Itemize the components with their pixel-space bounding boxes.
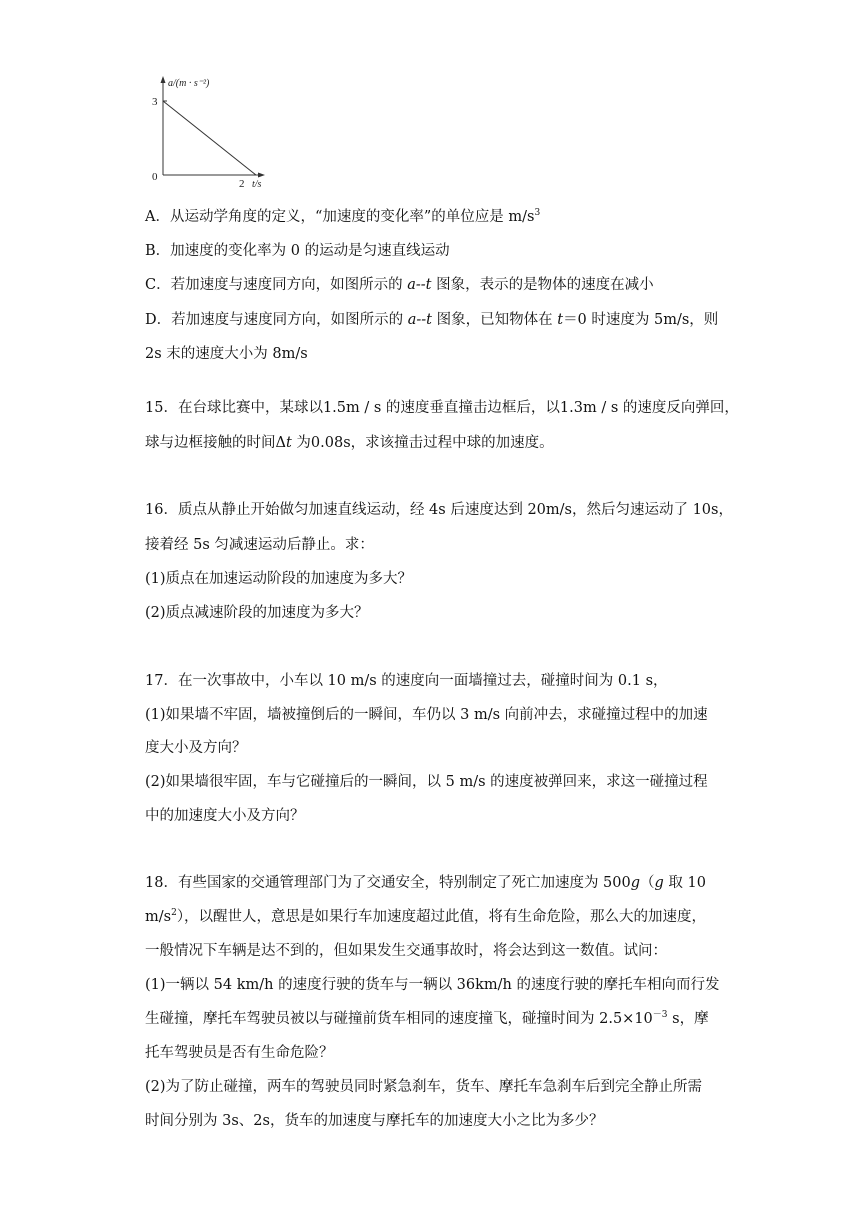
q14-option-d-line2: 2s 末的速度大小为 8m/s xyxy=(145,346,308,362)
q18-line-1-text-1: 18．有些国家的交通管理部门为了交通安全，特别制定了死亡加速度为 500 xyxy=(145,875,631,891)
q14-option-c xyxy=(145,275,654,295)
q14-option-d-at: a--t xyxy=(407,312,433,328)
q18-line-5-text-1: 生碰撞，摩托车驾驶员被以与碰撞前货车相同的速度撞飞，碰撞时间为 2.5×10 xyxy=(145,1011,653,1027)
q16-line-4: (2)质点减速阶段的加速度为多大？ xyxy=(145,605,369,621)
y-tick-label: 3 xyxy=(152,96,158,108)
graph-svg xyxy=(148,74,278,196)
q18-line-3: 一般情况下车辆是达不到的，但如果发生交通事故时，将会达到这一数值。试问： xyxy=(145,943,667,959)
q14-option-d-text-2: 图象，已知物体在 xyxy=(432,312,558,328)
q18-line-1-g: g xyxy=(630,875,641,891)
q16-line-2: 接着经 5s 匀减速运动后静止。求： xyxy=(145,537,374,553)
q18-line-4: (1)一辆以 54 km/h 的速度行驶的货车与一辆以 36km/h 的速度行驶的摩托车相向而行发 xyxy=(145,977,720,993)
q18-line-1-g2: g xyxy=(654,875,664,891)
q18-line-1-text-3: 取 10 xyxy=(663,875,706,891)
x-tick-label: 2 xyxy=(239,178,245,190)
q17-line-2: (1)如果墙不牢固，墙被撞倒后的一瞬间，车仍以 3 m/s 向前冲去，求碰撞过程中的加速 xyxy=(145,707,708,723)
q15-line-2-text-1: 球与边框接触的时间Δ xyxy=(145,435,286,451)
q14-option-c-text-2: 图象，表示的是物体的速度在减小 xyxy=(431,277,654,293)
q14-option-c-text-1: C．若加速度与速度同方向，如图所示的 xyxy=(145,277,408,293)
q14-option-d-text-3: ＝0 时速度为 5m/s，则 xyxy=(563,312,719,328)
q18-line-2-sup: 2 xyxy=(171,908,177,918)
q15-line-2-t: t xyxy=(285,435,292,451)
origin-label: 0 xyxy=(152,171,158,183)
q14-option-d-t: t xyxy=(557,312,564,328)
q18-line-5-sup: －3 xyxy=(652,1010,668,1020)
q18-line-1 xyxy=(145,873,706,893)
q16-line-1: 16．质点从静止开始做匀加速直线运动，经 4s 后速度达到 20m/s，然后匀速运动了 10s， xyxy=(145,502,733,518)
q18-line-2-text-1: m/s xyxy=(145,909,172,925)
series-line xyxy=(163,101,256,175)
q18-line-5-text-2: s，摩 xyxy=(667,1011,709,1027)
q18-line-6: 托车驾驶员是否有生命危险？ xyxy=(145,1045,334,1061)
q17-line-1: 17．在一次事故中，小车以 10 m/s 的速度向一面墙撞过去，碰撞时间为 0.1 s， xyxy=(145,673,668,689)
q14-option-a-text: A．从运动学角度的定义，“加速度的变化率”的单位应是 m/s xyxy=(145,209,535,225)
q14-option-b: B．加速度的变化率为 0 的运动是匀速直线运动 xyxy=(145,243,450,259)
acceleration-time-graph xyxy=(148,74,278,196)
q14-option-a-sup: 3 xyxy=(534,208,541,218)
q15-line-1: 15．在台球比赛中，某球以1.5m / s 的速度垂直撞击边框后，以1.3m / s 的速度反向弹回， xyxy=(145,400,739,416)
q18-line-2-text-2: ），以醒世人，意思是如果行车加速度超过此值，将有生命危险，那么大的加速度， xyxy=(176,909,707,925)
q15-line-2 xyxy=(145,433,554,453)
q18-line-7: (2)为了防止碰撞，两车的驾驶员同时紧急刹车，货车、摩托车急刹车后到完全静止所需 xyxy=(145,1079,703,1095)
q18-line-1-text-2: （ xyxy=(640,875,655,891)
x-axis-label: t/s xyxy=(252,179,262,190)
q14-option-d-text-1: D．若加速度与速度同方向，如图所示的 xyxy=(145,312,408,328)
q15-line-2-text-2: 为0.08s，求该撞击过程中球的加速度。 xyxy=(291,435,554,451)
q14-option-d xyxy=(145,310,718,330)
y-axis-arrow xyxy=(161,76,166,83)
q18-line-5 xyxy=(145,1009,709,1029)
q17-line-4: (2)如果墙很牢固，车与它碰撞后的一瞬间，以 5 m/s 的速度被弹回来，求这一碰撞过程 xyxy=(145,774,708,790)
q17-line-5: 中的加速度大小及方向？ xyxy=(145,808,305,824)
y-axis-label: a/(m · s⁻²) xyxy=(168,78,210,89)
q14-option-a xyxy=(145,207,540,227)
q14-option-c-at: a--t xyxy=(407,277,432,293)
q18-line-2 xyxy=(145,907,706,927)
q18-line-8: 时间分别为 3s、2s，货车的加速度与摩托车的加速度大小之比为多少？ xyxy=(145,1113,604,1129)
q17-line-3: 度大小及方向？ xyxy=(145,740,247,756)
x-axis-arrow xyxy=(258,173,265,178)
q16-line-3: (1)质点在加速运动阶段的加速度为多大？ xyxy=(145,571,413,587)
